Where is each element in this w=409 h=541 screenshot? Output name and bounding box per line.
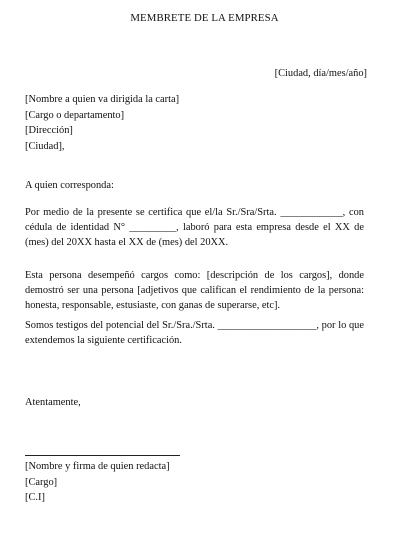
letterhead: MEMBRETE DE LA EMPRESA [130,12,279,24]
body-paragraph-certification: Por medio de la presente se certifica que el/la Sr./Sra/Srta. ____________, con cédula de identidad N° _________, laboró para esta empresa desde el XX de (mes) del 20XX hasta el XX de (mes) del 20XX. [25,207,364,248]
recipient-address: [Dirección] [25,125,73,136]
signature-block [25,459,170,506]
recipient-block [25,92,365,154]
place-date: [Ciudad, día/mes/año] [274,68,367,79]
recipient-name: [Nombre a quien va dirigida la carta] [25,94,180,105]
recipient-city: [Ciudad], [25,140,65,152]
salutation: A quien corresponda: [25,180,114,191]
signer-position: [Cargo] [25,476,58,488]
recipient-position: [Cargo o departamento] [25,109,125,121]
closing: Atentamente, [25,397,81,408]
signer-name: [Nombre y firma de quien redacta] [25,461,170,472]
signature-line [25,455,180,456]
body-paragraph-duties: Esta persona desempeñó cargos como: [descripción de los cargos], donde demostró ser una persona [adjetivos que califican el rendimiento de la persona: honesta, responsable, estusiaste, con ganas de superarse, etc]. [25,270,364,311]
signer-id: [C.I] [25,492,45,503]
body-paragraph-testimony: Somos testigos del potencial del Sr./Sra./Srta. ___________________, por lo que extendemos la siguiente certificación. [25,320,364,346]
